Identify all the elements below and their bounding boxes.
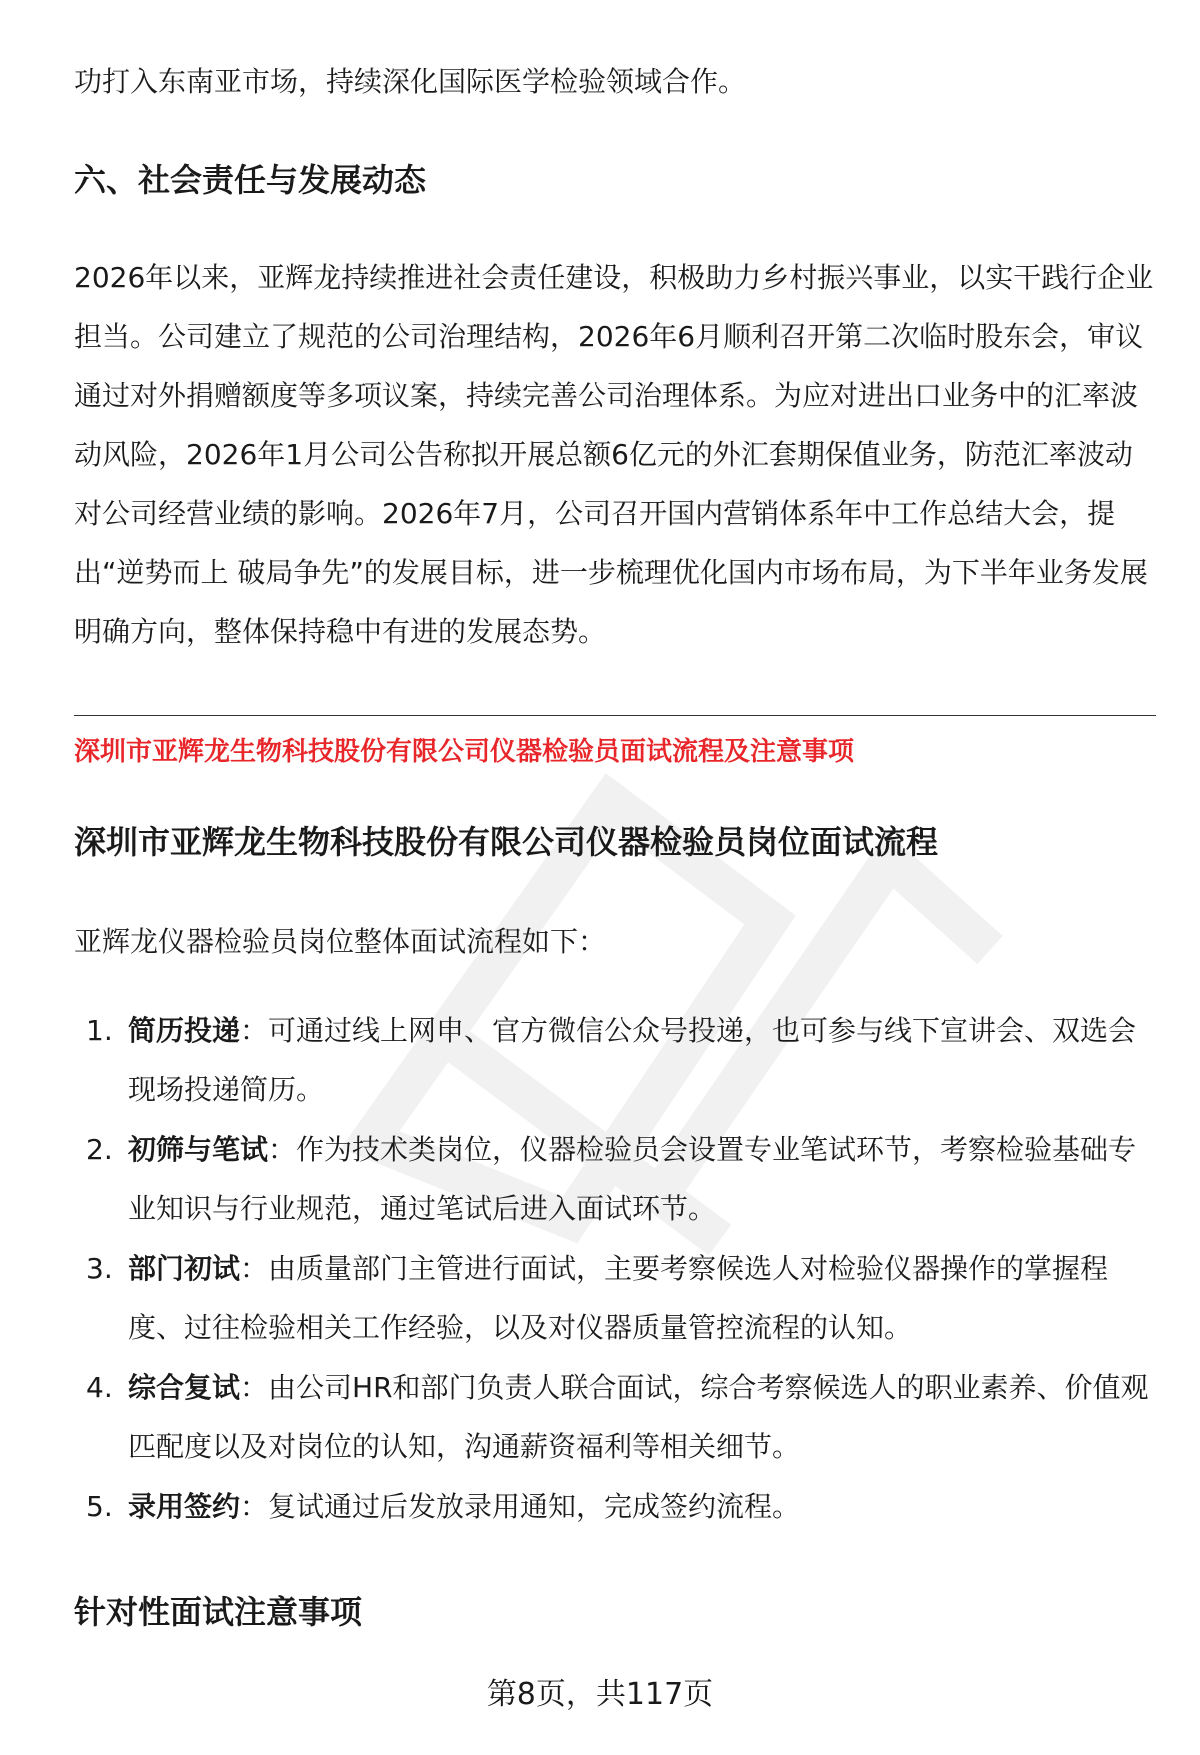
step-separator: ： [268,1133,297,1166]
notes-heading: 针对性面试注意事项 [74,1593,363,1631]
process-heading: 深圳市亚辉龙生物科技股份有限公司仪器检验员岗位面试流程 [74,823,939,861]
red-title: 深圳市亚辉龙生物科技股份有限公司仪器检验员面试流程及注意事项 [74,737,855,767]
step-text: 作为技术类岗位，仪器检验员会设置专业笔试环节，考察检验基础专业知识与行业规范，通过笔试后进入面试环节。 [128,1133,1137,1225]
process-step [74,1120,1156,1238]
process-step [74,1239,1156,1357]
step-separator: ： [240,1252,269,1285]
step-separator: ： [240,1490,269,1523]
step-number: 2. [86,1133,113,1166]
step-text: 复试通过后发放录用通知，完成签约流程。 [268,1490,801,1523]
process-step [74,1358,1156,1476]
section-heading: 六、社会责任与发展动态 [74,161,427,199]
step-text: 可通过线上网申、官方微信公众号投递，也可参与线下宣讲会、双选会现场投递简历。 [128,1014,1137,1106]
process-step [74,1001,1156,1119]
process-step-list [74,1001,1156,1537]
section-body-paragraph: 2026年以来，亚辉龙持续推进社会责任建设，积极助力乡村振兴事业，以实干践行企业担当。公司建立了规范的公司治理结构，2026年6月顺利召开第二次临时股东会，审议通过对外捐赠额度等多项议案，持续完善公司治理体系。为应对进出口业务中的汇率波动风险，2026年1月公司公告称拟开展总额6亿元的外汇套期保值业务，防范汇率波动对公司经营业绩的影响。2026年7月，公司召开国内营销体系年中工作总结大会，提出“逆势而上 破局争先”的发展目标，进一步梳理优化国内市场布局，为下半年业务发展明确方向，整体保持稳中有进的发展态势。 [74,261,1154,648]
step-number: 4. [86,1371,113,1404]
paragraph-tail: 功打入东南亚市场，持续深化国际医学检验领域合作。 [74,65,747,98]
step-label: 部门初试 [128,1252,241,1285]
step-number: 1. [86,1014,113,1047]
step-number: 5. [86,1490,113,1523]
horizontal-divider [74,715,1156,716]
step-label: 初筛与笔试 [128,1133,269,1166]
step-label: 录用签约 [128,1490,241,1523]
step-label: 简历投递 [128,1014,241,1047]
process-step [74,1477,1156,1536]
process-intro: 亚辉龙仪器检验员岗位整体面试流程如下： [74,925,607,958]
step-number: 3. [86,1252,113,1285]
page-footer: 第8页，共117页 [486,1677,714,1712]
step-label: 综合复试 [128,1371,241,1404]
step-text: 由公司HR和部门负责人联合面试，综合考察候选人的职业素养、价值观匹配度以及对岗位的认知，沟通薪资福利等相关细节。 [128,1371,1149,1463]
step-separator: ： [240,1014,269,1047]
step-text: 由质量部门主管进行面试，主要考察候选人对检验仪器操作的掌握程度、过往检验相关工作经验，以及对仪器质量管控流程的认知。 [128,1252,1109,1344]
step-separator: ： [240,1371,269,1404]
